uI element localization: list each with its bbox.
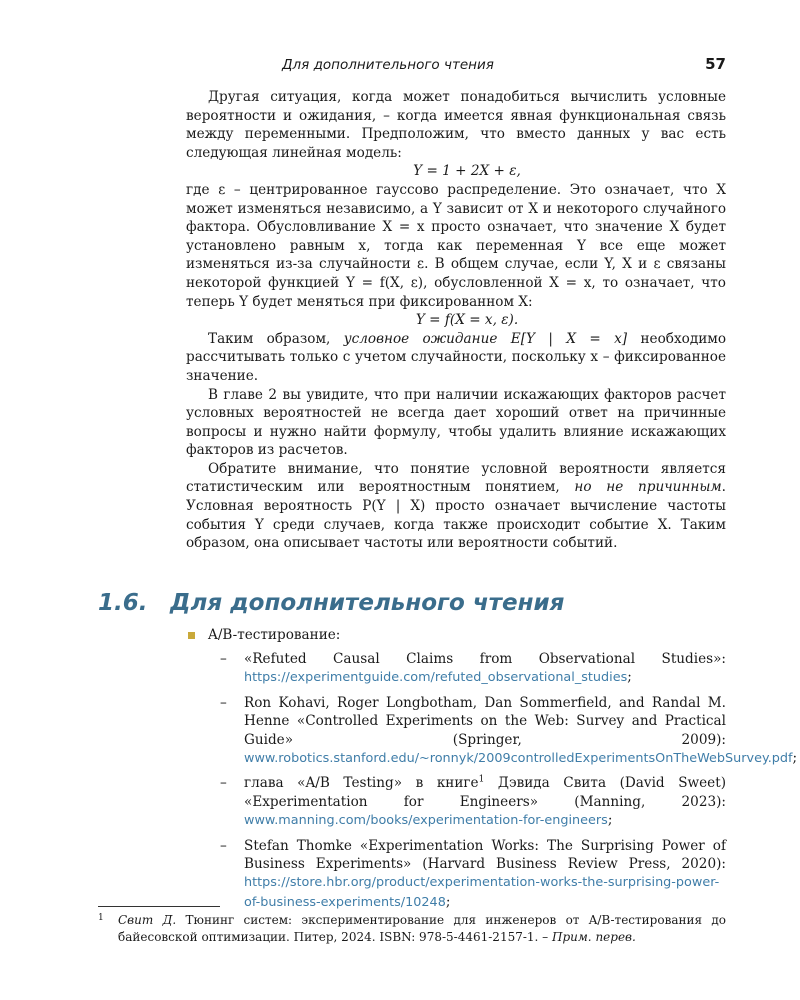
footnote xyxy=(98,912,726,945)
term-conditional-expectation: условное ожидание xyxy=(343,330,498,347)
reading-list xyxy=(186,626,798,918)
list-item-text-2: Дэвида Свита (David Sweet) «Experimentation for Engineers» (Manning, 2023): xyxy=(244,775,726,810)
list-item-text: «Refuted Causal Claims from Observational Studies»: xyxy=(244,651,726,667)
paragraph-5-start: Обратите внимание, что понятие условной вероятности является статистическим или вероятностным понятием, xyxy=(186,460,726,496)
list-item xyxy=(186,694,798,769)
dash-marker: – xyxy=(220,694,227,711)
equation-1: Y = 1 + 2X + ε, xyxy=(413,163,521,180)
link-hbr-store[interactable]: https://store.hbr.org/product/experimentation-works-the-surprising-power-of-business-experiments/10248 xyxy=(244,875,720,910)
link-controlled-experiments[interactable]: www.robotics.stanford.edu/~ronnyk/2009controlledExperimentsOnTheWebSurvey.pdf xyxy=(244,751,793,767)
paragraph-3 xyxy=(186,330,726,386)
link-manning[interactable]: www.manning.com/books/experimentation-for-engineers xyxy=(244,813,608,829)
footnote-rule xyxy=(98,906,220,907)
paragraph-4: В главе 2 вы увидите, что при наличии искажающих факторов расчет условных вероятностей не всегда дает хороший ответ на причинные вопросы и нужно найти формулу, чтобы удалить влияние искажающих факторов из расчетов. xyxy=(186,386,726,459)
footnote-mark: 1 xyxy=(98,913,104,923)
dash-marker: – xyxy=(220,837,227,854)
emphasis-not-causal: но не причинным xyxy=(574,479,722,496)
paragraph-3-end: необходимо рассчитывать только с учетом случайности, поскольку x – фиксированное значение. xyxy=(186,330,727,384)
list-item-tail: ; xyxy=(627,669,632,686)
paragraph-3-start: Таким образом, xyxy=(208,330,344,347)
list-item-text: Stefan Thomke «Experimentation Works: The Surprising Power of Business Experiments» (Harvard Business Review Press, 2020): xyxy=(244,837,726,873)
paragraph-5 xyxy=(186,460,726,553)
footnote-note: Прим. перев. xyxy=(551,929,636,944)
body-text xyxy=(186,88,726,553)
list-item-tail: ; xyxy=(792,750,798,767)
paragraph-5-end: . Условная вероятность P(Y | X) просто означает вычисление частоты события Y среди случаев, когда также происходит событие X. Таким образом, она описывает частоты или вероятности событий. xyxy=(186,479,726,552)
dash-marker: – xyxy=(220,775,227,792)
section-heading xyxy=(98,590,738,620)
running-title: Для дополнительного чтения xyxy=(282,57,494,73)
paragraph-2: где ε – центрированное гауссово распределение. Это означает, что X может изменяться независимо, а Y зависит от X и некоторого случайного фактора. Обусловливание X = x просто означает, что значение X будет установлено равным x, тогда как переменная Y все еще может изменяться из-за случайности ε. В общем случае, если Y, X и ε связаны некоторой функцией Y = f(X, ε), обусловленной X = x, то означает, что теперь Y будет меняться при фиксированном X: xyxy=(186,181,726,310)
link-refuted-studies[interactable]: https://experimentguide.com/refuted_observational_studies xyxy=(244,670,628,686)
list-item-text: Ron Kohavi, Roger Longbotham, Dan Sommerfield, and Randal M. Henne «Controlled Experiments on the Web: Survey and Practical Guide» (Springer, 2009): xyxy=(244,694,726,748)
list-item xyxy=(186,837,726,913)
section-title: Для дополнительного чтения xyxy=(170,590,565,616)
footnote-text xyxy=(98,912,726,945)
list-item xyxy=(186,650,726,688)
bullet-square-icon xyxy=(188,632,195,639)
list-item-tail: ; xyxy=(607,812,613,829)
running-head xyxy=(186,55,726,75)
footnote-body: Тюнинг систем: экспериментирование для инженеров от A/B-тестирования до байесовской оптимизации. Питер, 2024. ISBN: 978-5-4461-2157-1. – xyxy=(118,913,726,944)
list-item-tail: ; xyxy=(445,893,451,910)
bullet-item xyxy=(186,626,726,646)
footnote-ref[interactable]: 1 xyxy=(478,774,485,785)
page-number: 57 xyxy=(705,55,726,73)
list-item-text: глава «A/B Testing» в книге xyxy=(244,775,479,792)
section-number: 1.6. xyxy=(98,590,148,616)
footnote-author: Свит Д. xyxy=(118,913,177,927)
math-conditional-expectation: E[Y | X = x] xyxy=(497,330,641,347)
paragraph-1: Другая ситуация, когда может понадобиться вычислить условные вероятности и ожидания, – когда имеется явная функциональная связь между переменными. Предположим, что вместо данных у вас есть следующая линейная модель: xyxy=(186,89,726,161)
equation-2: Y = f(X = x, ε). xyxy=(415,312,519,329)
bullet-label: A/B-тестирование: xyxy=(208,627,341,643)
list-item xyxy=(186,774,726,830)
dash-marker: – xyxy=(220,651,227,667)
